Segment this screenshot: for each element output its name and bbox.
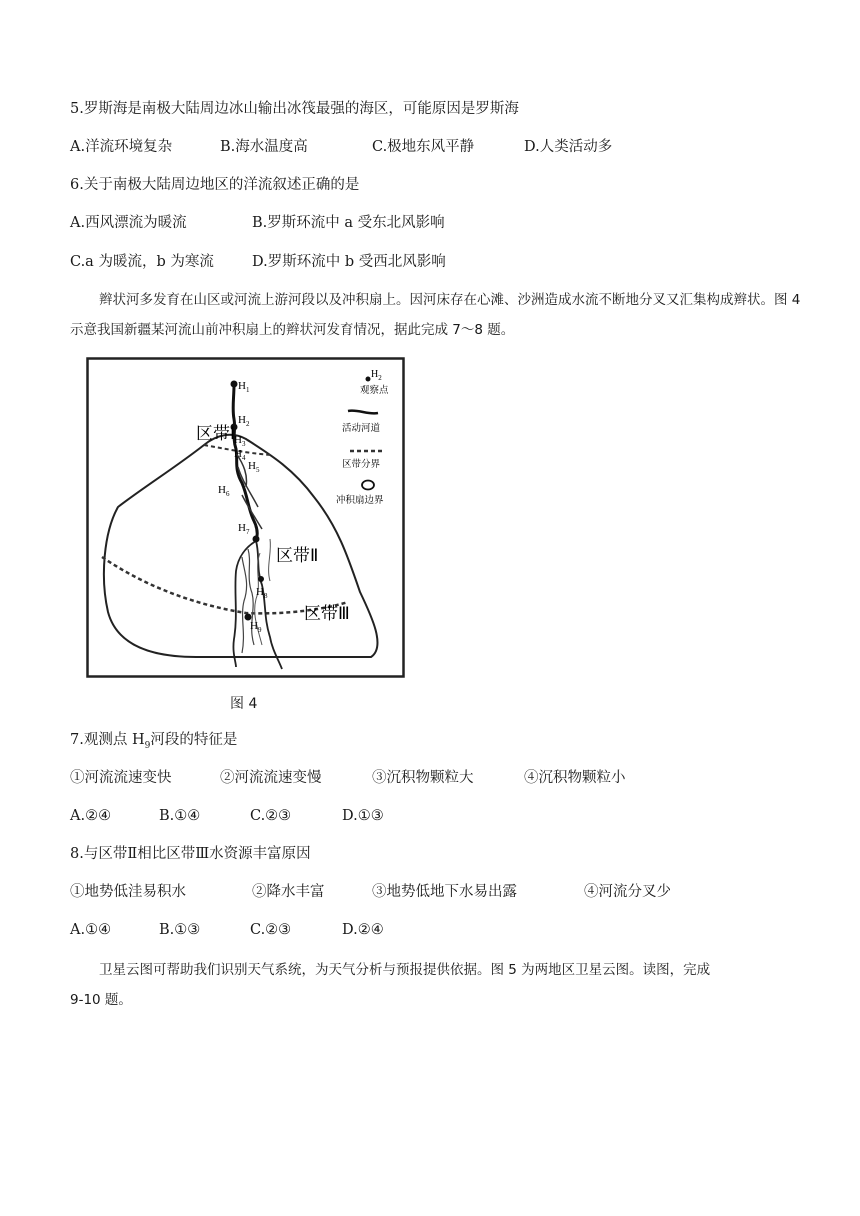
legend-channel-label: 活动河道 (342, 423, 381, 434)
q7-option-d: D.①③ (342, 808, 384, 824)
point-h8 (258, 576, 264, 582)
label-h7: $H_7$ (238, 522, 250, 536)
q8-option-a: A.①④ (70, 922, 112, 938)
q5-option-c: C.极地东风平静 (372, 139, 475, 155)
q8-item-4: ④河流分叉少 (584, 884, 671, 900)
q5-stem: 5.罗斯海是南极大陆周边冰山输出冰筏最强的海区，可能原因是罗斯海 (70, 101, 519, 117)
point-h1 (231, 381, 238, 388)
q7-item-1: ①河流流速变快 (70, 770, 172, 786)
label-h4: $H_4$ (234, 448, 246, 462)
q7-option-a: A.②④ (70, 808, 112, 824)
q7-stem-suffix: 河段的特征是 (150, 732, 238, 748)
q8-option-b: B.①③ (159, 922, 201, 938)
q8-item-2: ②降水丰富 (252, 884, 325, 900)
q7-stem (70, 730, 237, 756)
passage-braided-river-text: 辫状河多发育在山区或河流上游河段以及冲积扇上。因河床存在心滩、沙洲造成水流不断地分叉又汇集构成辫状。图 4 示意我国新疆某河流山前冲积扇上的辫状河发育情况，据此完成 7～8 题。 (70, 292, 801, 338)
point-h7 (253, 536, 260, 543)
passage-braided-river (70, 285, 805, 345)
q8-option-c: C.②③ (250, 922, 292, 938)
legend-point-sample: $H_2$ (371, 369, 382, 382)
q7-option-c: C.②③ (250, 808, 292, 824)
label-h8: $H_8$ (256, 586, 268, 600)
q6-option-c: C.a 为暖流，b 为寒流 (70, 254, 214, 270)
label-h9: $H_9$ (250, 620, 262, 634)
q8-option-d: D.②④ (342, 922, 384, 938)
label-h6: $H_6$ (218, 484, 230, 498)
q6-option-d: D.罗斯环流中 b 受西北风影响 (252, 254, 446, 270)
passage-satellite-line2: 9-10 题。 (70, 992, 132, 1008)
q7-stem-prefix: 7.观测点 H (70, 732, 145, 748)
q8-item-1: ①地势低洼易积水 (70, 884, 186, 900)
figure-4-caption: 图 4 (230, 696, 258, 712)
q5-option-b: B.海水温度高 (220, 139, 308, 155)
q5-option-d: D.人类活动多 (524, 139, 613, 155)
q7-item-2: ②河流流速变慢 (220, 770, 322, 786)
legend-point-icon (366, 377, 371, 382)
legend-zone-boundary-label: 区带分界 (342, 459, 381, 470)
q7-item-4: ④沉积物颗粒小 (524, 770, 626, 786)
q8-stem: 8.与区带Ⅱ相比区带Ⅲ水资源丰富原因 (70, 846, 311, 862)
q5-option-a: A.洋流环境复杂 (70, 139, 173, 155)
label-h3: $H_3$ (234, 434, 246, 448)
legend-point-label: 观察点 (360, 385, 389, 396)
q6-option-b: B.罗斯环流中 a 受东北风影响 (252, 215, 445, 231)
q6-stem: 6.关于南极大陆周边地区的洋流叙述正确的是 (70, 177, 360, 193)
label-h2: $H_2$ (238, 414, 250, 428)
q6-option-a: A.西风漂流为暖流 (70, 215, 187, 231)
q7-stem-sub: 9 (144, 740, 151, 751)
label-zone-1: 区带Ⅰ (196, 424, 236, 444)
passage-satellite-line1: 卫星云图可帮助我们识别天气系统，为天气分析与预报提供依据。图 5 为两地区卫星云图。读图，完成 (99, 962, 711, 978)
q7-option-b: B.①④ (159, 808, 201, 824)
figure-4-map (86, 357, 406, 679)
q8-item-3: ③地势低地下水易出露 (372, 884, 517, 900)
map-frame (88, 359, 404, 677)
label-h5: $H_5$ (248, 460, 260, 474)
label-zone-3: 区带Ⅲ (304, 604, 350, 624)
label-zone-2: 区带Ⅱ (276, 546, 319, 566)
label-h1: $H_1$ (238, 380, 250, 394)
q7-item-3: ③沉积物颗粒大 (372, 770, 474, 786)
legend-fan-boundary-label: 冲积扇边界 (336, 495, 384, 506)
